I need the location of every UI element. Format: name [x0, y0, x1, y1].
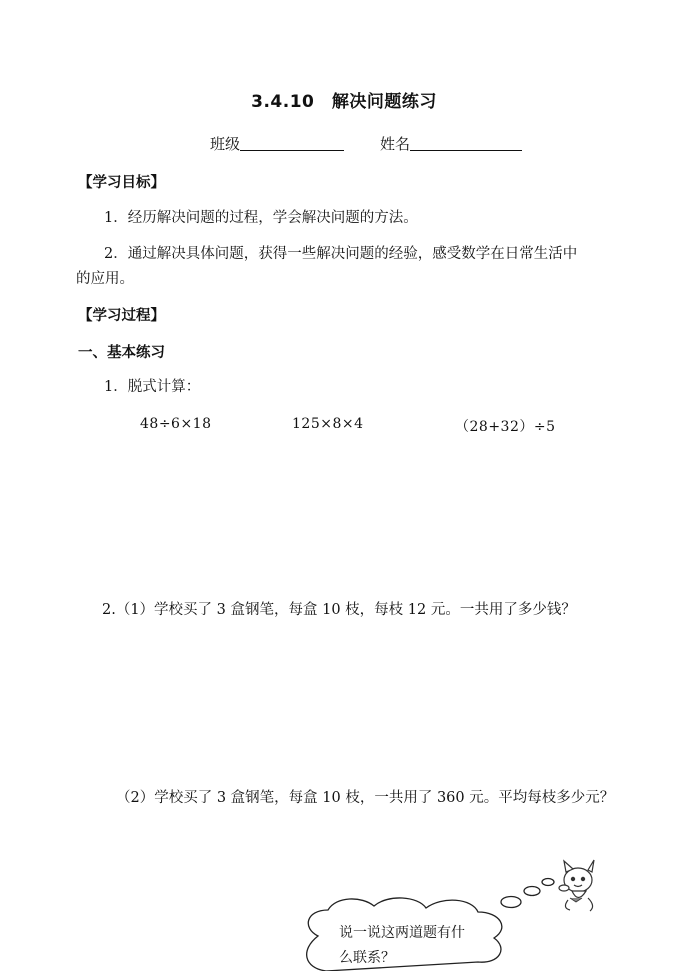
cloud-text-line-1: 说一说这两道题有什 — [339, 925, 465, 941]
class-field — [210, 133, 344, 154]
class-blank[interactable] — [240, 136, 344, 151]
page-title: 3.4.10 解决问题练习 — [251, 92, 437, 112]
process-heading: 【学习过程】 — [78, 308, 165, 324]
question-1-label: 1．脱式计算： — [104, 379, 201, 395]
expression-1: 48÷6×18 — [140, 416, 212, 432]
goal-item-2-continued: 的应用。 — [76, 271, 134, 287]
class-label: 班级 — [210, 135, 241, 153]
name-field — [380, 133, 522, 154]
name-blank[interactable] — [410, 136, 522, 151]
question-2-part-1: 2.（1）学校买了 3 盒钢笔，每盒 10 枝，每枝 12 元。一共用了多少钱？ — [102, 602, 576, 618]
section-heading-basic-practice: 一、基本练习 — [78, 345, 165, 361]
goal-item-2: 2．通过解决具体问题，获得一些解决问题的经验，感受数学在日常生活中 — [104, 246, 578, 262]
cloud-text-line-2: 么联系？ — [339, 950, 395, 966]
goals-heading: 【学习目标】 — [78, 175, 165, 191]
question-2-part-2: （2）学校买了 3 盒钢笔，每盒 10 枝，一共用了 360 元。平均每枝多少元？ — [116, 790, 615, 806]
expression-2: 125×8×4 — [292, 416, 364, 432]
name-label: 姓名 — [380, 135, 411, 153]
expression-3: （28+32）÷5 — [455, 419, 556, 435]
goal-item-1: 1．经历解决问题的过程，学会解决问题的方法。 — [104, 210, 418, 226]
